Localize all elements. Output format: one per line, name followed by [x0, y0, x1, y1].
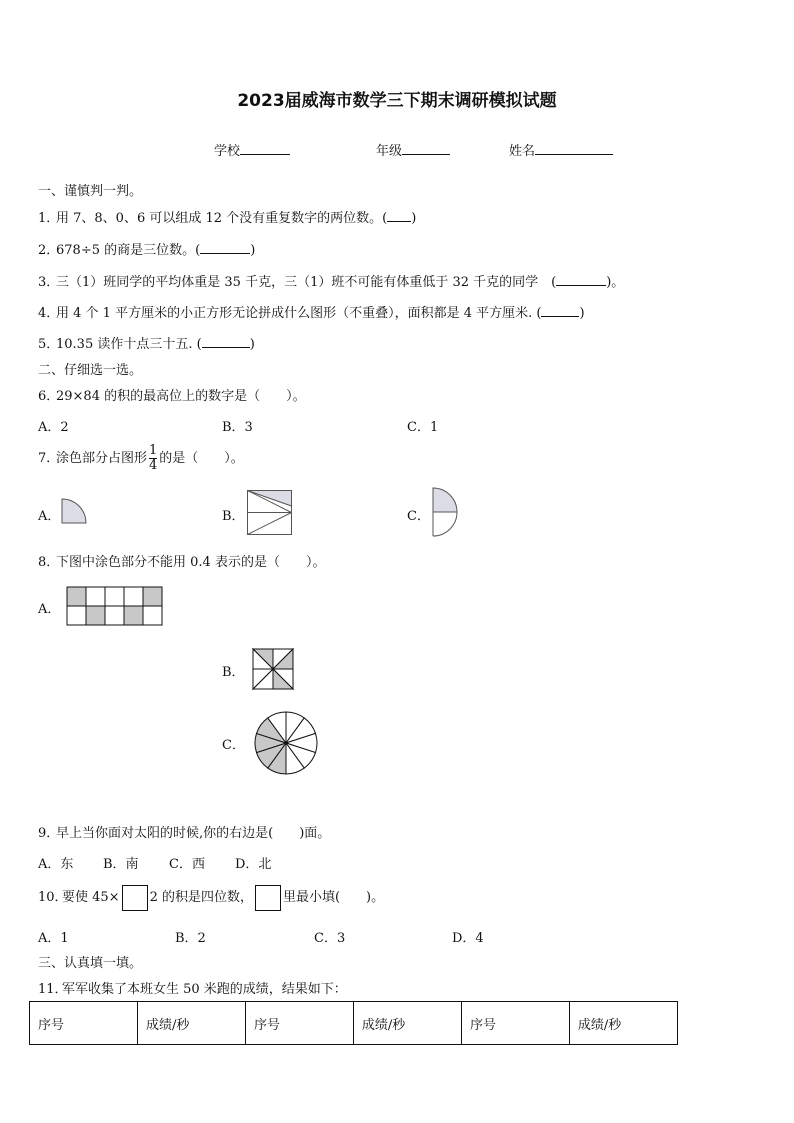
answer-box[interactable] — [122, 885, 148, 911]
section-heading-1: 一、谨慎判一判。 — [38, 184, 143, 199]
q9-option-d[interactable]: D．北 — [235, 857, 272, 872]
grid-cell-shaded — [86, 606, 105, 625]
grid-cell — [86, 587, 105, 606]
grade-blank[interactable] — [402, 142, 450, 155]
question-number: 9． — [38, 826, 60, 841]
q10-option-c[interactable]: C．3 — [314, 931, 346, 946]
section-heading-3: 三、认真填一填。 — [38, 956, 143, 971]
grade-label: 年级 — [376, 144, 403, 159]
q8-option-b[interactable]: B． — [222, 665, 245, 680]
grid-cell — [143, 606, 162, 625]
question-3 — [38, 271, 624, 290]
table-header-cell: 成绩/秒 — [137, 1002, 245, 1045]
question-number: 4． — [38, 306, 60, 321]
q7-option-c[interactable]: C． — [407, 509, 430, 524]
school-label: 学校 — [214, 144, 241, 159]
question-4 — [38, 302, 585, 321]
question-9 — [38, 822, 330, 841]
q8-option-a[interactable]: A． — [38, 602, 61, 617]
name-blank[interactable] — [535, 142, 613, 155]
question-2 — [38, 239, 255, 258]
answer-box[interactable] — [255, 885, 281, 911]
answer-blank[interactable] — [387, 209, 411, 222]
school-field — [214, 140, 290, 159]
question-number: 5． — [38, 337, 60, 352]
q8-square-figure — [252, 648, 296, 692]
q9-option-c[interactable]: C．西 — [169, 857, 205, 872]
q10-option-d[interactable]: D．4 — [452, 931, 484, 946]
question-tail: ) — [249, 337, 255, 352]
q8-circle-figure — [253, 710, 319, 776]
question-text: 早上当你面对太阳的时候,你的右边是( )面。 — [56, 826, 331, 841]
question-text: 要使 45× — [62, 890, 120, 905]
table-header-cell: 序号 — [461, 1002, 569, 1045]
shaded-quarter — [433, 488, 457, 512]
answer-blank[interactable] — [200, 241, 250, 254]
results-table — [29, 1001, 678, 1045]
grid-cell — [67, 606, 86, 625]
table-header-cell: 序号 — [245, 1002, 353, 1045]
grid-cell — [124, 587, 143, 606]
question-6 — [38, 385, 306, 404]
school-blank[interactable] — [240, 142, 290, 155]
question-number: 8． — [38, 555, 60, 570]
q6-option-a[interactable]: A．2 — [38, 420, 69, 435]
question-number: 11． — [38, 982, 68, 997]
q7-half-circle-figure — [432, 487, 460, 537]
name-label: 姓名 — [509, 144, 536, 159]
q9-option-b[interactable]: B．南 — [103, 857, 139, 872]
q7-option-a[interactable]: A． — [38, 509, 61, 524]
question-10 — [38, 884, 384, 912]
question-number: 6． — [38, 389, 60, 404]
table-header-cell: 成绩/秒 — [569, 1002, 677, 1045]
page-title: 2023届威海市数学三下期末调研模拟试题 — [237, 91, 557, 111]
section-heading-2: 二、仔细选一选。 — [38, 363, 143, 378]
question-11 — [38, 978, 347, 997]
grid-cell — [105, 587, 124, 606]
question-number: 2． — [38, 243, 60, 258]
question-text: 用 4 个 1 平方厘米的小正方形无论拼成什么图形（不重叠），面积都是 4 平方厘米. ( — [56, 306, 542, 321]
question-text: 三（1）班同学的平均体重是 35 千克，三（1）班不可能有体重低于 32 千克的同学 ( — [56, 275, 557, 290]
name-field — [509, 140, 613, 159]
question-1 — [38, 207, 416, 226]
q6-option-c[interactable]: C．1 — [407, 420, 439, 435]
question-text-b: 2 的积是四位数， — [149, 890, 253, 905]
fraction-numerator: 1 — [149, 443, 158, 458]
question-text-c: 里最小填( )。 — [282, 890, 385, 905]
q6-option-b[interactable]: B．3 — [222, 420, 253, 435]
question-tail: ) — [579, 306, 585, 321]
q10-option-a[interactable]: A．1 — [38, 931, 69, 946]
question-number: 7． — [38, 451, 60, 466]
q10-option-b[interactable]: B．2 — [175, 931, 206, 946]
grid-cell-shaded — [67, 587, 86, 606]
question-tail: ) — [411, 211, 417, 226]
table-header-cell: 序号 — [30, 1002, 138, 1045]
grid-cell — [105, 606, 124, 625]
answer-blank[interactable] — [556, 273, 606, 286]
table-header-cell: 成绩/秒 — [353, 1002, 461, 1045]
answer-blank[interactable] — [541, 304, 579, 317]
question-text: 10.35 读作十点三十五. ( — [56, 337, 202, 352]
grid-cell-shaded — [143, 587, 162, 606]
q8-option-c[interactable]: C． — [222, 738, 245, 753]
question-number: 3． — [38, 275, 60, 290]
question-5 — [38, 333, 255, 352]
table-header-row — [30, 1002, 678, 1045]
question-number: 10． — [38, 890, 68, 905]
question-tail: )。 — [606, 275, 625, 290]
question-8 — [38, 551, 325, 570]
question-number: 1． — [38, 211, 60, 226]
q7-option-b[interactable]: B． — [222, 509, 245, 524]
question-7 — [38, 444, 244, 473]
q8-grid-figure — [66, 586, 166, 628]
fraction — [149, 444, 157, 473]
q7-square-figure — [247, 490, 293, 536]
shaded-quarter — [62, 499, 86, 523]
grade-field — [376, 140, 450, 159]
question-text: 军军收集了本班女生 50 米跑的成绩，结果如下： — [62, 982, 347, 997]
question-text: 涂色部分占图形 — [56, 451, 148, 466]
question-text: 下图中涂色部分不能用 0.4 表示的是（ ）。 — [56, 555, 326, 570]
question-text: 29×84 的积的最高位上的数字是（ ）。 — [56, 389, 306, 404]
arc-outline — [433, 512, 457, 536]
q7-quarter-circle-figure — [62, 499, 88, 525]
question-tail: ) — [250, 243, 256, 258]
answer-blank[interactable] — [202, 335, 250, 348]
question-text-after: 的是（ ）。 — [159, 451, 244, 466]
question-text: 678÷5 的商是三位数。( — [56, 243, 201, 258]
q9-option-a[interactable]: A．东 — [38, 857, 74, 872]
grid-cell-shaded — [124, 606, 143, 625]
fraction-denominator: 4 — [149, 458, 158, 473]
question-text: 用 7、8、0、6 可以组成 12 个没有重复数字的两位数。( — [56, 211, 388, 226]
